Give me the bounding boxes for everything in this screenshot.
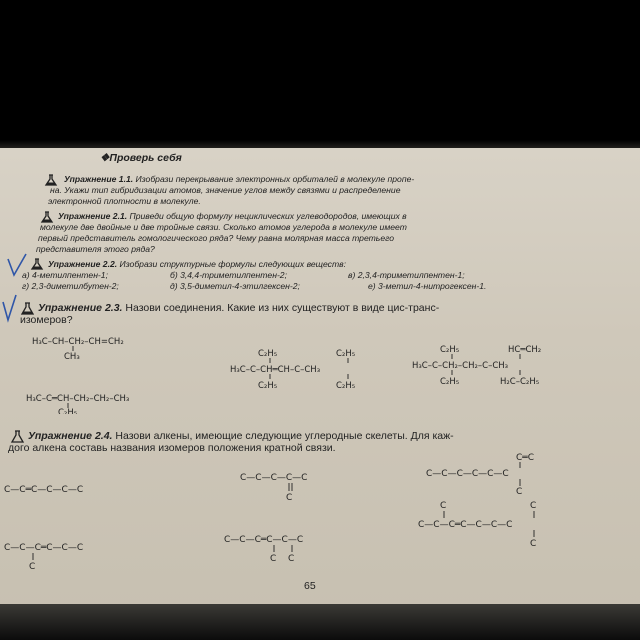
skeleton-4 [4, 543, 83, 572]
svg-text:C: C [286, 493, 293, 503]
ex2-3-line2: изомеров? [20, 314, 73, 326]
book-bottom-edge [0, 604, 640, 640]
svg-text:C₂H₅: C₂H₅ [58, 408, 78, 414]
svg-text:C: C [530, 501, 537, 511]
svg-text:C—C—C═C—C—C—C: C—C—C═C—C—C—C [418, 520, 513, 530]
ex2-2-item-f: е) 3-метил-4-нитрогексен-1. [368, 281, 487, 291]
svg-text:H₃C–C–CH═CH–C–CH₃: H₃C–C–CH═CH–C–CH₃ [230, 365, 321, 375]
ex2-1-line4: представителя этого ряда? [36, 244, 155, 254]
ex2-2-item-e: д) 3,5-диметил-4-этилгексен-2; [170, 281, 300, 291]
svg-text:C—C═C—C—C—C: C—C═C—C—C—C [4, 485, 84, 495]
skeleton-3 [426, 453, 534, 497]
ex2-3-line1: Упражнение 2.3. Назови соединения. Какие из них существуют в виде цис-транс- [38, 302, 440, 314]
checkmark-icon [2, 294, 18, 324]
svg-text:C—C—C—C—C—C: C—C—C—C—C—C [426, 469, 509, 479]
ex2-2-line1: Упражнение 2.2. Изобрази структурные формулы следующих веществ: [48, 259, 346, 269]
section-header: ❖Проверь себя [100, 152, 182, 164]
page-number: 65 [304, 580, 316, 592]
svg-text:C: C [29, 562, 36, 572]
svg-text:C₂H₅: C₂H₅ [258, 381, 278, 391]
ex2-1-line1: Упражнение 2.1. Приведи общую формулу нециклических углеводородов, имеющих в [58, 211, 407, 221]
ex1-1-line3: электронной плотности в молекуле. [48, 196, 201, 206]
svg-text:C: C [440, 501, 447, 511]
ex1-1-line2: на. Укажи тип гибридизации атомов, значение углов между связями и распределение [50, 185, 401, 195]
svg-text:C: C [270, 554, 277, 564]
svg-text:H₃C–C–CH₂–CH₂–C–CH₃: H₃C–C–CH₂–CH₂–C–CH₃ [412, 361, 509, 371]
ex2-2-item-b: б) 3,4,4-триметилпентен-2; [170, 270, 287, 280]
svg-text:C₂H₅: C₂H₅ [440, 377, 460, 387]
svg-text:C—C—C═C—C—C: C—C—C═C—C—C [224, 535, 304, 545]
ex2-1-line3: первый представитель гомологического ряда? Чему равна молярная масса третьего [38, 233, 395, 243]
structure-1 [32, 337, 124, 362]
diamond-icon: ❖ [100, 152, 110, 164]
skeleton-1 [4, 485, 83, 495]
svg-text:CH₃: CH₃ [64, 352, 80, 362]
svg-text:C: C [530, 539, 537, 549]
ex2-4-skeletons [0, 448, 640, 598]
ex2-4-line2: дого алкена составь названия изомеров положения кратной связи. [8, 442, 336, 454]
structure-2 [26, 394, 129, 414]
ex2-2-item-d: г) 2,3-диметилбутен-2; [22, 281, 119, 291]
skeleton-2 [240, 473, 307, 503]
svg-text:C—C—C—C—C: C—C—C—C—C [240, 473, 308, 483]
ex2-4-line1: Упражнение 2.4. Назови алкены, имеющие следующие углеродные скелеты. Для каж- [28, 430, 454, 442]
svg-text:HC═CH₂: HC═CH₂ [508, 345, 542, 355]
skeleton-5 [224, 535, 303, 564]
textbook-page [0, 148, 640, 618]
ex2-2-item-c: в) 2,3,4-триметилпентен-1; [348, 270, 465, 280]
svg-text:C₂H₅: C₂H₅ [258, 349, 278, 359]
ex1-1-line1: Упражнение 1.1. Изобрази перекрывание электронных орбиталей в молекуле пропе- [64, 174, 415, 184]
svg-text:C₂H₅: C₂H₅ [440, 345, 460, 355]
svg-text:C: C [288, 554, 295, 564]
svg-text:H₂C–C₂H₅: H₂C–C₂H₅ [500, 377, 540, 387]
svg-text:C₂H₅: C₂H₅ [336, 381, 356, 391]
svg-text:C—C—C═C—C—C: C—C—C═C—C—C [4, 543, 84, 553]
svg-text:H₃C–C═CH–CH₂–CH₂–CH₃: H₃C–C═CH–CH₂–CH₂–CH₃ [26, 394, 130, 404]
svg-text:H₃C–CH–CH₂–CH=CH₂: H₃C–CH–CH₂–CH=CH₂ [32, 337, 124, 347]
svg-text:C═C: C═C [516, 453, 534, 463]
structure-4 [412, 345, 541, 387]
svg-text:C: C [516, 487, 523, 497]
ex2-1-line2: молекуле две двойные и две тройные связи. Сколько атомов углерода в молекуле имеет [40, 222, 407, 232]
skeleton-6 [418, 501, 536, 549]
ex2-2-item-a: а) 4-метилпентен-1; [22, 270, 108, 280]
structure-3 [230, 349, 355, 391]
svg-text:C₂H₅: C₂H₅ [336, 349, 356, 359]
ex2-3-structures [0, 324, 640, 414]
